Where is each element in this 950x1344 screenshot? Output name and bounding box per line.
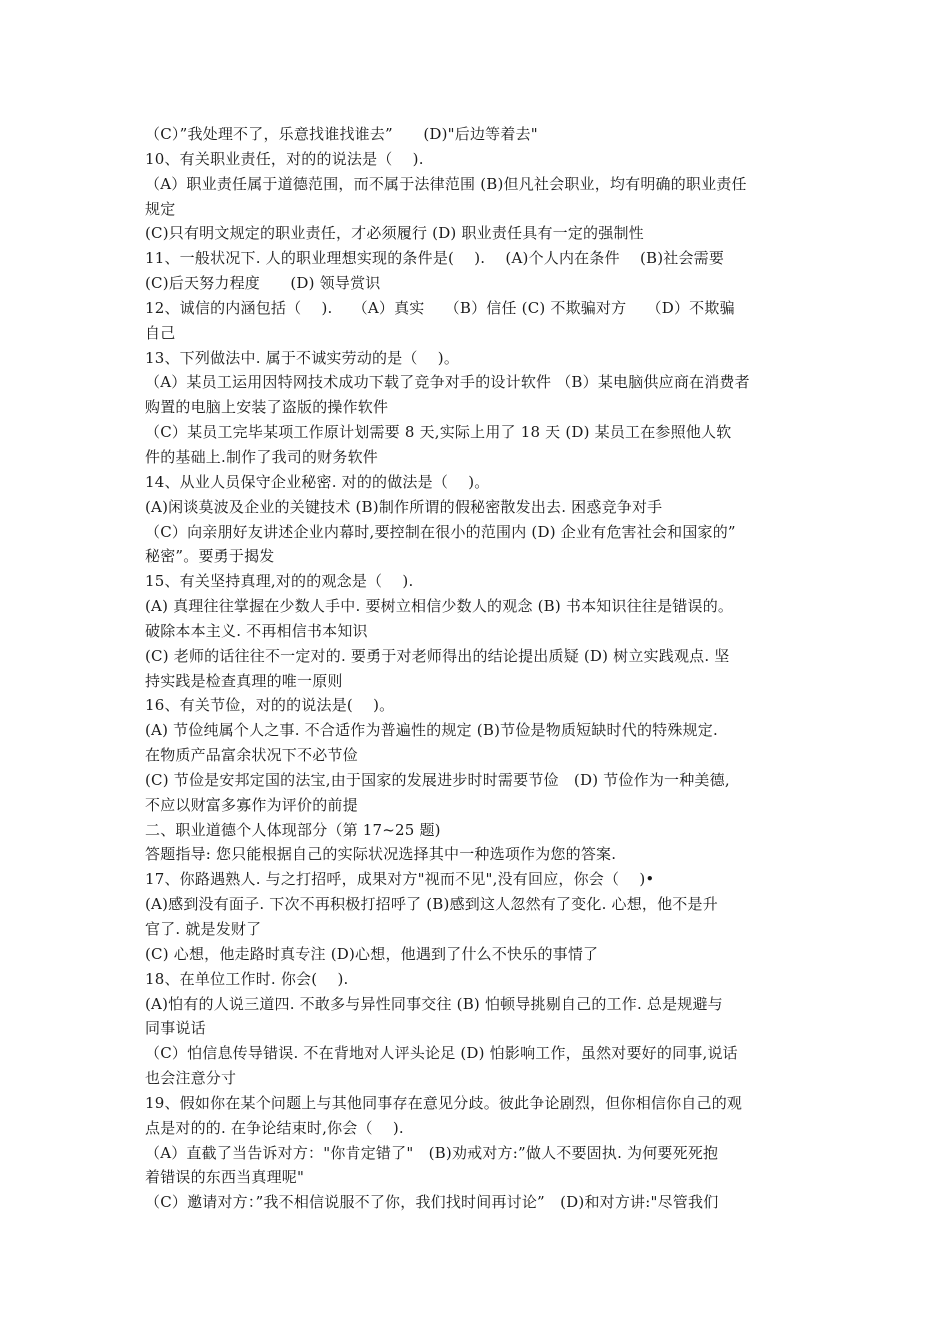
text-line: 件的基础上.制作了我司的财务软件	[145, 447, 378, 466]
text-line: 着错误的东西当真理呢"	[145, 1168, 305, 1187]
text-line: 规定	[145, 199, 176, 218]
text-line: 13、下列做法中. 属于不诚实劳动的是（ )。	[145, 348, 460, 367]
text-line: 12、诚信的内涵包括（ ). （A）真实 （B）信任 (C) 不欺骗对方 （D）不欺骗	[145, 298, 735, 317]
text-line: （A）某员工运用因特网技术成功下载了竞争对手的设计软件 （B）某电脑供应商在消费者	[145, 373, 750, 392]
text-line: 14、从业人员保守企业秘密. 对的的做法是（ )。	[145, 472, 490, 491]
text-line: 购置的电脑上安装了盗版的操作软件	[145, 398, 389, 417]
text-line: （A）直截了当告诉对方："你肯定错了" (B)劝戒对方:”做人不要固执. 为何要死死抱	[145, 1143, 719, 1162]
text-line: 持实践是检查真理的唯一原则	[145, 671, 343, 690]
text-line: 17、你路遇熟人. 与之打招呼，成果对方"视而不见",没有回应，你会（ )•	[145, 870, 655, 889]
text-line: 11、一般状况下. 人的职业理想实现的条件是( ). (A)个人内在条件 (B)社会需要	[145, 249, 725, 268]
text-line: (A)感到没有面子. 下次不再积极打招呼了 (B)感到这人忽然有了变化. 心想，他不是升	[145, 895, 718, 914]
text-line: (A) 真理往往掌握在少数人手中. 要树立相信少数人的观念 (B) 书本知识往往是错误的。	[145, 597, 734, 616]
text-line: 18、在单位工作时. 你会( ).	[145, 969, 349, 988]
text-line: 点是对的的. 在争论结束时,你会（ ).	[145, 1118, 404, 1137]
text-line: (C)后天努力程度 (D) 领导赏识	[145, 274, 381, 293]
text-line: 二、职业道德个人体现部分（第 17~25 题)	[145, 820, 441, 839]
text-line: （A）职业责任属于道德范围，而不属于法律范围 (B)但凡社会职业，均有明确的职业责任	[145, 174, 747, 193]
text-line: （C）”我处理不了，乐意找谁找谁去” (D)"后边等着去"	[145, 125, 538, 143]
text-line: (A)闲谈莫波及企业的关键技术 (B)制作所谓的假秘密散发出去. 困惑竞争对手	[145, 497, 663, 516]
text-line: (C) 心想，他走路时真专注 (D)心想，他遇到了什么不快乐的事情了	[145, 944, 599, 963]
text-line: （C）向亲朋好友讲述企业内幕时,要控制在很小的范围内 (D) 企业有危害社会和国家的”	[145, 522, 736, 541]
text-line: 15、有关坚持真理,对的的观念是（ ).	[145, 572, 414, 591]
text-line: 10、有关职业责任，对的的说法是（ ).	[145, 149, 424, 168]
text-line: 答题指导: 您只能根据自己的实际状况选择其中一种选项作为您的答案.	[145, 845, 617, 864]
text-line: (C) 老师的话往往不一定对的. 要勇于对老师得出的结论提出质疑 (D) 树立实践观点. 坚	[145, 646, 730, 665]
text-line: (A) 节俭纯属个人之事. 不合适作为普遍性的规定 (B)节俭是物质短缺时代的特殊规定.	[145, 721, 718, 740]
text-line: 也会注意分寸	[145, 1069, 237, 1088]
text-line: 官了. 就是发财了	[145, 920, 262, 938]
text-line: 自己	[145, 323, 176, 342]
text-line: 16、有关节俭，对的的说法是( )。	[145, 696, 395, 715]
text-line: (C)只有明文规定的职业责任，才必须履行 (D) 职业责任具有一定的强制性	[145, 224, 644, 243]
text-line: (A)怕有的人说三道四. 不敢多与异性同事交往 (B) 怕顿导挑剔自己的工作. 总是规避与	[145, 994, 723, 1013]
text-line: 破除本本主义. 不再相信书本知识	[145, 621, 368, 640]
text-line: 不应以财富多寡作为评价的前提	[145, 795, 358, 814]
text-line: 19、假如你在某个问题上与其他同事存在意见分歧。彼此争论剧烈，但你相信你自己的观	[145, 1093, 743, 1112]
text-line: （C）某员工完毕某项工作原计划需要 8 天,实际上用了 18 天 (D) 某员工在参照他人软	[145, 423, 732, 442]
text-line: （C）怕信息传导错误. 不在背地对人评头论足 (D) 怕影响工作，虽然对要好的同事,说话	[145, 1044, 738, 1063]
text-line: 秘密”。要勇于揭发	[145, 547, 275, 566]
text-line: 同事说话	[145, 1019, 206, 1038]
text-line: 在物质产品富余状况下不必节俭	[145, 746, 358, 765]
text-line: (C) 节俭是安邦定国的法宝,由于国家的发展进步时时需要节俭 (D) 节俭作为一种美德,	[145, 770, 730, 789]
document-body	[145, 122, 815, 1215]
text-line: （C）邀请对方：”我不相信说服不了你，我们找时间再讨论” (D)和对方讲:"尽管我们	[145, 1193, 719, 1212]
